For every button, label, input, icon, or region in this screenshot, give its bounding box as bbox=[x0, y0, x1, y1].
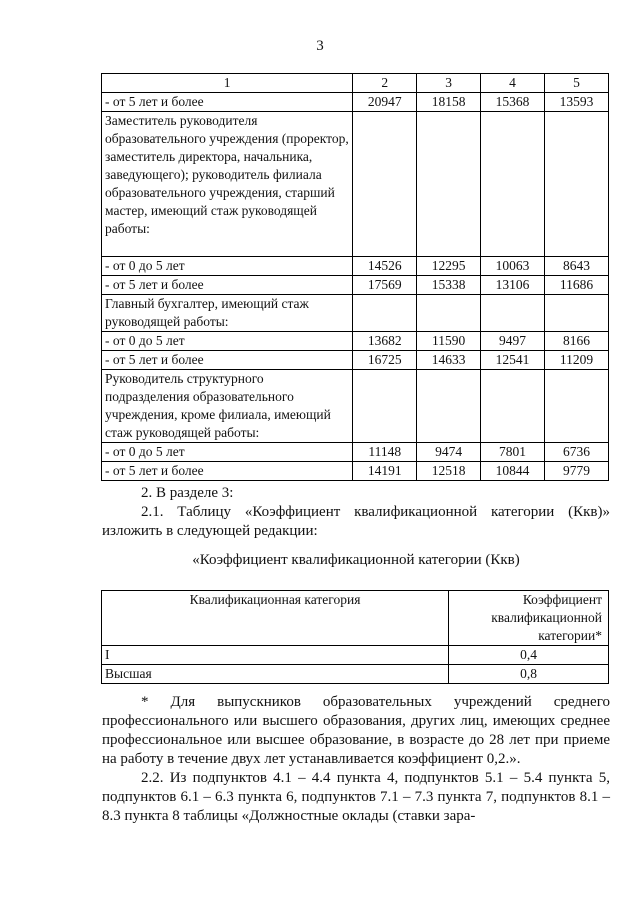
category-table bbox=[101, 590, 609, 684]
table-row bbox=[102, 443, 609, 462]
salary-value: 13106 bbox=[481, 276, 545, 295]
table-row bbox=[102, 112, 609, 257]
header-cell: 3 bbox=[417, 74, 481, 93]
footnote: * Для выпускников образовательных учреждений среднего профессионального или высшего образования, других лиц, имеющих среднее профессиональное или высшее образование, в возрасте до 28 лет при приеме на работу в течение двух лет устанавливается коэффициент 0,2.». bbox=[102, 694, 610, 767]
salary-value: 11590 bbox=[417, 332, 481, 351]
row-label: Заместитель руководителя образовательного учреждения (проректор, заместитель директора, начальника, заведующего); руководитель филиала образовательного учреждения, старший мастер, имеющий стаж руководящей работы: bbox=[102, 112, 353, 257]
salary-value: 15368 bbox=[481, 93, 545, 112]
salary-value bbox=[417, 370, 481, 443]
category-table-header bbox=[102, 591, 609, 646]
salary-value bbox=[481, 370, 545, 443]
salary-value: 11209 bbox=[545, 351, 609, 370]
salary-value: 20947 bbox=[353, 93, 417, 112]
row-label: Главный бухгалтер, имеющий стаж руководящей работы: bbox=[102, 295, 353, 332]
salary-value bbox=[417, 295, 481, 332]
paragraph-2-2: 2.2. Из подпунктов 4.1 – 4.4 пункта 4, подпунктов 5.1 – 5.4 пункта 5, подпунктов 6.1 – 6.3 пункта 6, подпунктов 7.1 – 7.3 пункта 7, подпунктов 8.1 – 8.3 пункта 8 таблицы «Должностные оклады (ставки зара- bbox=[102, 770, 610, 824]
salary-value: 13682 bbox=[353, 332, 417, 351]
header-cell: 1 bbox=[102, 74, 353, 93]
category-coefficient: 0,4 bbox=[449, 646, 609, 665]
row-label: - от 5 лет и более bbox=[102, 462, 353, 481]
page-number: 3 bbox=[316, 38, 324, 54]
salary-value bbox=[545, 295, 609, 332]
salary-table bbox=[101, 73, 609, 481]
table-row bbox=[102, 257, 609, 276]
salary-value: 10063 bbox=[481, 257, 545, 276]
row-label: - от 0 до 5 лет bbox=[102, 443, 353, 462]
salary-value bbox=[545, 112, 609, 257]
table-row bbox=[102, 276, 609, 295]
row-label: - от 0 до 5 лет bbox=[102, 332, 353, 351]
table-row bbox=[102, 462, 609, 481]
salary-value: 11148 bbox=[353, 443, 417, 462]
category-coefficient: 0,8 bbox=[449, 665, 609, 684]
category-name: Высшая bbox=[102, 665, 449, 684]
salary-value: 9497 bbox=[481, 332, 545, 351]
salary-value: 9779 bbox=[545, 462, 609, 481]
salary-value bbox=[481, 295, 545, 332]
section-heading: 2. В разделе 3: bbox=[141, 485, 234, 501]
table-row bbox=[102, 351, 609, 370]
salary-value: 12295 bbox=[417, 257, 481, 276]
salary-value: 15338 bbox=[417, 276, 481, 295]
salary-value: 7801 bbox=[481, 443, 545, 462]
table-row bbox=[102, 646, 609, 665]
paragraph-2-1: 2.1. Таблицу «Коэффициент квалификационной категории (Ккв)» изложить в следующей редакции: bbox=[102, 504, 610, 539]
row-label: - от 5 лет и более bbox=[102, 276, 353, 295]
salary-value: 6736 bbox=[545, 443, 609, 462]
salary-value: 14191 bbox=[353, 462, 417, 481]
row-label: Руководитель структурного подразделения образовательного учреждения, кроме филиала, имеющий стаж руководящей работы: bbox=[102, 370, 353, 443]
row-label: - от 5 лет и более bbox=[102, 93, 353, 112]
table-row bbox=[102, 665, 609, 684]
salary-value: 12541 bbox=[481, 351, 545, 370]
header-cell: 4 bbox=[481, 74, 545, 93]
table-row bbox=[102, 370, 609, 443]
row-label: - от 5 лет и более bbox=[102, 351, 353, 370]
salary-value: 16725 bbox=[353, 351, 417, 370]
category-name: I bbox=[102, 646, 449, 665]
salary-value bbox=[353, 112, 417, 257]
salary-value: 8166 bbox=[545, 332, 609, 351]
salary-value bbox=[417, 112, 481, 257]
header-cell: 5 bbox=[545, 74, 609, 93]
salary-value: 8643 bbox=[545, 257, 609, 276]
header-cell: 2 bbox=[353, 74, 417, 93]
table-row bbox=[102, 332, 609, 351]
salary-value bbox=[353, 295, 417, 332]
salary-value: 12518 bbox=[417, 462, 481, 481]
salary-table-header bbox=[102, 74, 609, 93]
header-category: Квалификационная категория bbox=[102, 591, 449, 646]
salary-value: 9474 bbox=[417, 443, 481, 462]
salary-value bbox=[353, 370, 417, 443]
salary-value: 17569 bbox=[353, 276, 417, 295]
salary-value bbox=[545, 370, 609, 443]
salary-value: 18158 bbox=[417, 93, 481, 112]
row-label: - от 0 до 5 лет bbox=[102, 257, 353, 276]
table-row bbox=[102, 93, 609, 112]
table-title: «Коэффициент квалификационной категории (Ккв) bbox=[192, 552, 520, 568]
salary-value: 11686 bbox=[545, 276, 609, 295]
salary-value: 13593 bbox=[545, 93, 609, 112]
salary-value: 10844 bbox=[481, 462, 545, 481]
salary-value bbox=[481, 112, 545, 257]
salary-value: 14633 bbox=[417, 351, 481, 370]
salary-value: 14526 bbox=[353, 257, 417, 276]
header-coefficient: Коэффициент квалификационной категории* bbox=[449, 591, 609, 646]
table-row bbox=[102, 295, 609, 332]
